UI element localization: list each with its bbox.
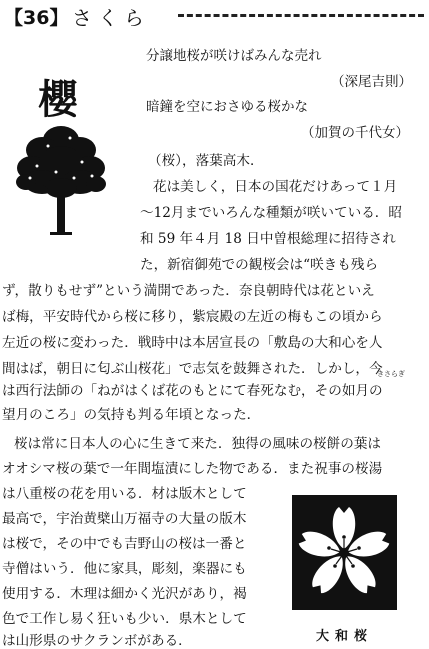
kanji-heading: 櫻	[38, 76, 78, 123]
sakura-emblem	[292, 495, 397, 610]
paragraph-2-line: 使用する．木理は細かく光沢があり，褐	[2, 586, 247, 602]
paragraph-1-line: （桜），落葉高木．	[148, 153, 264, 169]
paragraph-2-line: は八重桜の花を用いる．材は版木として	[2, 486, 247, 502]
poem-2-text: 暗鐘を空におさゆる桜かな	[146, 99, 308, 115]
paragraph-2-line: 桜は常に日本人の心に生きて来た．独得の風味の桜餅の葉は	[14, 436, 382, 452]
paragraph-2-line: は桜で，その中でも吉野山の桜は一番と	[2, 536, 247, 552]
paragraph-2-line: 色で工作し易く狂いも少い．県木として	[2, 611, 247, 627]
section-number: 【36】	[4, 7, 69, 29]
paragraph-2-line: は山形県のサクランボがある．	[2, 633, 192, 649]
emblem-caption: 大和桜	[316, 629, 374, 644]
paragraph-1-line: 和 59 年４月 18 日中曽根総理に招待され	[140, 231, 396, 247]
header-divider	[178, 14, 424, 17]
paragraph-2-line: オオシマ桜の葉で一年間塩漬にした物である．また祝事の桜湯	[2, 461, 383, 477]
paragraph-1-line: 間はば，朝日に匂ぶ山桜花」で志気を鼓舞された．しかし，今	[2, 361, 383, 377]
cherry-blossom-icon	[292, 495, 397, 610]
paragraph-2-line: 寺僧はいう．他に家具，彫刻，楽器にも	[2, 561, 247, 577]
paragraph-2-line: 最高で，宇治黄檗山万福寺の大量の版木	[2, 511, 247, 527]
paragraph-1-line: 左近の桜に変わった．戦時中は本居宣長の「敷島の大和心を人	[2, 335, 383, 351]
poem-2-author: （加賀の千代女）	[301, 125, 409, 141]
paragraph-1-line: 花は美しく，日本の国花だけあって１月	[153, 179, 398, 195]
paragraph-1-line: ば梅，平安時代から桜に移り，紫宸殿の左近の梅もこの頃から	[2, 309, 383, 325]
paragraph-1-line: ず，散りもせず”という満開であった．奈良朝時代は花といえ	[2, 283, 375, 299]
furigana: きさらぎ	[377, 370, 405, 378]
poem-1-text: 分譲地桜が咲けばみんな売れ	[146, 48, 322, 64]
cherry-tree-illustration	[12, 118, 110, 238]
section-title: さくら	[72, 6, 150, 30]
paragraph-1-line: 望月のころ」の気持も判る年頃となった．	[2, 407, 261, 423]
paragraph-1-line: た，新宿御苑での観桜会は“咲きも残ら	[140, 257, 379, 273]
poem-1-author: （深尾吉則）	[331, 74, 412, 90]
paragraph-1-line: 〜12月までいろんな種類が咲いている．昭	[140, 205, 402, 221]
paragraph-1-line: は西行法師の「ねがはくば花のもとにて春死なむ，その如月の	[2, 383, 383, 399]
